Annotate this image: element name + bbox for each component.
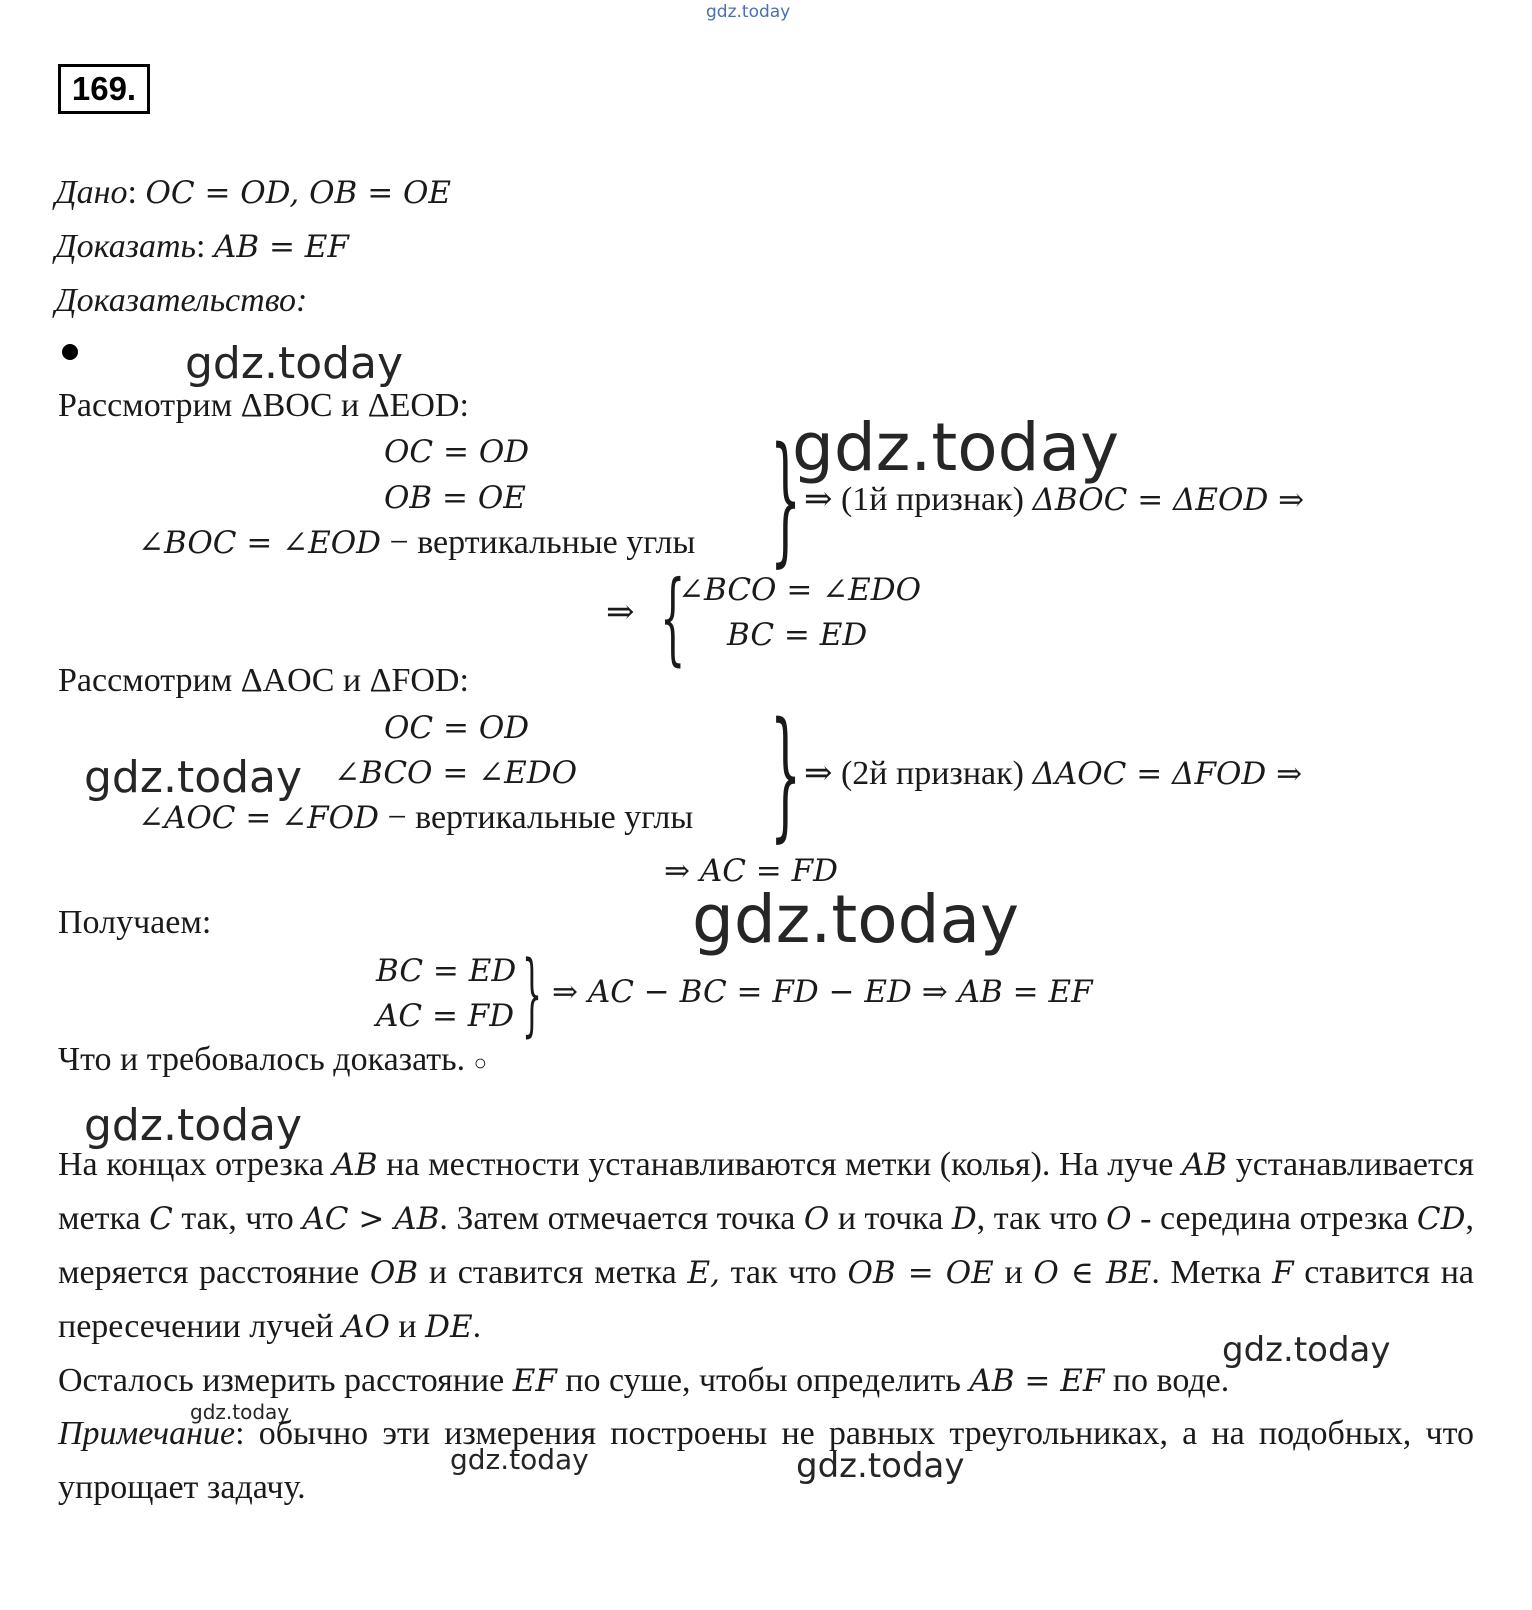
step1-line3-text: − вертикальные углы <box>389 524 696 561</box>
step1-conclusion-b: ΔBOC = ΔEOD ⇒ <box>1032 482 1305 518</box>
step1-result2: BC = ED <box>727 617 868 653</box>
para-text-7: , так что <box>976 1200 1107 1237</box>
step3-intro: Получаем: <box>58 904 212 941</box>
step1-intro: Рассмотрим ΔBOC и ΔEOD: <box>58 387 469 424</box>
step1-line1: OC = OD <box>384 434 530 470</box>
watermark-9: gdz.today <box>796 1446 965 1486</box>
given-line: Дано: OC = OD, OB = OE <box>55 174 452 211</box>
step2-conclusion <box>804 754 1302 794</box>
prove-expr: AB = EF <box>213 229 349 265</box>
note-paragraph <box>58 1407 1474 1515</box>
para-math-5: O <box>803 1201 830 1237</box>
method-paragraph <box>58 1138 1474 1354</box>
prove-line: Доказать: AB = EF <box>55 228 349 265</box>
step3-brace: } <box>522 942 543 1047</box>
para-math-8: CD <box>1416 1201 1466 1237</box>
remain-text-2: по суше, чтобы определить <box>556 1362 970 1399</box>
para-text-11: так что <box>719 1254 848 1291</box>
para-math-10: E, <box>687 1255 720 1291</box>
step1-line2: OB = OE <box>384 480 526 516</box>
para-text-4: так, что <box>172 1200 303 1237</box>
step1-line3-expr: ∠BOC = ∠EOD <box>138 525 382 561</box>
problem-number: 169. <box>58 64 150 114</box>
remain-text-3: по воде. <box>1104 1362 1230 1399</box>
step2-intro: Рассмотрим ΔAOC и ΔFOD: <box>58 662 469 699</box>
qed-line <box>58 1040 487 1083</box>
para-math-2: AB <box>1181 1147 1228 1183</box>
step2-line3 <box>138 798 693 838</box>
watermark-5: gdz.today <box>84 1100 303 1151</box>
given-label: Дано <box>55 174 128 211</box>
prove-label: Доказать <box>55 228 196 265</box>
step1-result1: ∠BCO = ∠EDO <box>678 572 922 608</box>
para-math-3: C <box>149 1201 173 1237</box>
watermark-top: gdz.today <box>706 2 791 22</box>
qed-mark: ○ <box>473 1050 487 1075</box>
step2-result: ⇒ AC = FD <box>664 853 838 889</box>
para-math-9: OB <box>369 1255 419 1291</box>
bullet-icon <box>62 344 78 360</box>
step2-line3-text: − вертикальные углы <box>387 799 694 836</box>
para-math-11: OB = OE <box>847 1255 994 1291</box>
remain-text-1: Осталось измерить расстояние <box>58 1362 513 1399</box>
step3-conclusion: ⇒ AC − BC = FD − ED ⇒ AB = EF <box>552 974 1093 1010</box>
remain-paragraph <box>58 1354 1474 1408</box>
remain-math-2: AB = EF <box>969 1363 1105 1399</box>
para-text-6: и точка <box>829 1200 952 1237</box>
para-math-7: O <box>1106 1201 1132 1237</box>
para-math-1: AB <box>332 1147 378 1183</box>
watermark-6: gdz.today <box>1222 1330 1391 1370</box>
para-math-4: AC > AB <box>302 1201 440 1237</box>
para-text-12: и <box>993 1254 1034 1291</box>
step2-line2: ∠BCO = ∠EDO <box>334 755 578 791</box>
step1-line3 <box>138 523 695 563</box>
para-text-2: на местности устанавливаются метки (колья). На луче <box>377 1146 1182 1183</box>
step2-brace: } <box>770 693 802 856</box>
given-expr: OC = OD, OB = OE <box>145 175 452 211</box>
step1-brace: } <box>770 418 802 581</box>
para-text-9: , меряется расстояние <box>58 1200 1474 1291</box>
para-text-15: и <box>389 1308 426 1345</box>
step2-line3-expr: ∠AOC = ∠FOD <box>138 800 379 836</box>
note-label: Примечание <box>58 1415 236 1452</box>
qed-text: Что и требовалось доказать. <box>58 1041 466 1078</box>
watermark-3: gdz.today <box>84 752 303 803</box>
step2-line1: OC = OD <box>384 710 530 746</box>
step1-result-brace: { <box>660 559 686 676</box>
para-text-16: . <box>472 1308 482 1345</box>
step3-line1: BC = ED <box>376 953 517 989</box>
step2-conclusion-a: ⇒ (2й признак) <box>804 755 1033 792</box>
step3-line2: AC = FD <box>376 998 515 1034</box>
para-text-3: устанавливается метка <box>58 1146 1474 1237</box>
para-math-15: DE <box>425 1309 473 1345</box>
watermark-7: gdz.today <box>190 1400 290 1424</box>
para-math-12: O ∈ BE <box>1033 1255 1152 1291</box>
proof-label: Доказательство: <box>55 282 308 319</box>
watermark-8: gdz.today <box>450 1443 589 1476</box>
para-math-6: D <box>951 1201 977 1237</box>
step1-conclusion <box>804 480 1304 520</box>
para-text-10: и ставится метка <box>418 1254 688 1291</box>
para-math-14: AO <box>342 1309 390 1345</box>
para-text-13: . Метка <box>1151 1254 1273 1291</box>
watermark-2: gdz.today <box>792 409 1120 486</box>
note-text: : обычно эти измерения построены не равных треугольниках, а на подобных, что упрощает задачу. <box>58 1415 1474 1506</box>
step2-conclusion-b: ΔAOC = ΔFOD ⇒ <box>1032 756 1303 792</box>
remain-math-1: EF <box>512 1363 557 1399</box>
step1-arrow: ⇒ <box>606 592 635 632</box>
watermark-1: gdz.today <box>185 338 404 389</box>
watermark-4: gdz.today <box>692 881 1020 958</box>
para-text-1: На концах отрезка <box>58 1146 333 1183</box>
para-text-8: - середина отрезка <box>1131 1200 1417 1237</box>
step1-conclusion-a: ⇒ (1й признак) <box>804 481 1033 518</box>
para-math-13: F <box>1272 1255 1294 1291</box>
para-text-5: . Затем отмечается точка <box>439 1200 804 1237</box>
para-text-14: ставится на пересечении лучей <box>58 1254 1475 1345</box>
